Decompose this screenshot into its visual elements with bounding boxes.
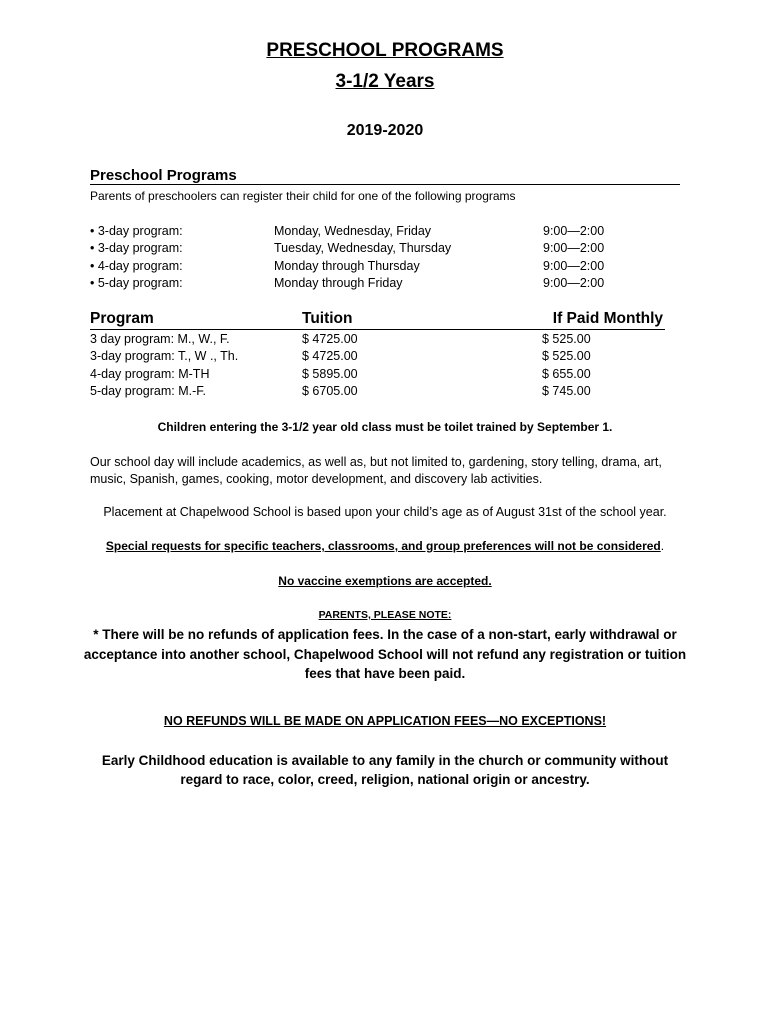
toilet-training-note: Children entering the 3-1/2 year old class must be toilet trained by September 1. bbox=[157, 420, 613, 434]
special-requests-period: . bbox=[660, 539, 665, 553]
fee-program: 4-day program: M-TH bbox=[90, 367, 210, 381]
schedule-row bbox=[90, 259, 690, 276]
fee-monthly: $ 655.00 bbox=[542, 367, 591, 381]
table-row bbox=[90, 384, 690, 401]
vaccine-note bbox=[0, 574, 770, 588]
fee-monthly: $ 745.00 bbox=[542, 384, 591, 398]
special-requests-text: Special requests for specific teachers, classrooms, and group preferences will not be considered bbox=[105, 539, 661, 553]
fee-program: 3 day program: M., W., F. bbox=[90, 332, 230, 346]
schedule-program: • 3-day program: bbox=[90, 241, 183, 255]
vaccine-text: No vaccine exemptions are accepted. bbox=[278, 574, 492, 588]
no-refunds-banner bbox=[0, 714, 770, 728]
fee-program: 5-day program: M.-F. bbox=[90, 384, 207, 398]
school-day-paragraph: Our school day will include academics, as well as, but not limited to, gardening, story telling, drama, art, music, Spanish, games, cooking, motor development, and discovery lab activities. bbox=[90, 455, 662, 486]
table-row bbox=[90, 367, 690, 384]
page-title: PRESCHOOL PROGRAMS bbox=[266, 40, 504, 61]
school-year: 2019-2020 bbox=[346, 122, 424, 139]
fee-program: 3-day program: T., W ., Th. bbox=[90, 349, 239, 363]
schedule-program: • 3-day program: bbox=[90, 224, 183, 238]
section-heading-preschool-programs: Preschool Programs bbox=[90, 167, 680, 185]
fee-tuition: $ 6705.00 bbox=[302, 384, 358, 398]
fee-tuition: $ 4725.00 bbox=[302, 332, 358, 346]
schedule-hours: 9:00—2:00 bbox=[543, 241, 605, 255]
schedule-hours: 9:00—2:00 bbox=[543, 276, 605, 290]
no-refunds-text: NO REFUNDS WILL BE MADE ON APPLICATION FEES—NO EXCEPTIONS! bbox=[163, 714, 607, 728]
parents-note-label bbox=[0, 609, 770, 621]
schedule-program: • 5-day program: bbox=[90, 276, 183, 290]
schedule-hours: 9:00—2:00 bbox=[543, 224, 605, 238]
fee-tuition: $ 5895.00 bbox=[302, 367, 358, 381]
tuition-table-header bbox=[90, 310, 665, 330]
table-row bbox=[90, 349, 690, 366]
schedule-days: Monday through Friday bbox=[274, 276, 403, 290]
column-header-tuition: Tuition bbox=[302, 310, 353, 327]
fee-tuition: $ 4725.00 bbox=[302, 349, 358, 363]
schedule-days: Monday, Wednesday, Friday bbox=[274, 224, 432, 238]
schedule-hours: 9:00—2:00 bbox=[543, 259, 605, 273]
placement-note: Placement at Chapelwood School is based upon your child’s age as of August 31st of the school year. bbox=[103, 505, 667, 519]
schedule-days: Tuesday, Wednesday, Thursday bbox=[274, 241, 452, 255]
fee-monthly: $ 525.00 bbox=[542, 332, 591, 346]
schedule-days: Monday through Thursday bbox=[274, 259, 420, 273]
refund-policy: * There will be no refunds of application fees. In the case of a non-start, early withdrawal or acceptance into another school, Chapelwood School will not refund any registration or tuition fees that have been paid. bbox=[83, 627, 687, 681]
column-header-monthly: If Paid Monthly bbox=[552, 310, 663, 327]
schedule-program: • 4-day program: bbox=[90, 259, 183, 273]
programs-intro: Parents of preschoolers can register their child for one of the following programs bbox=[90, 189, 516, 203]
schedule-row bbox=[90, 224, 690, 241]
fee-monthly: $ 525.00 bbox=[542, 349, 591, 363]
column-header-program: Program bbox=[90, 310, 154, 327]
schedule-row bbox=[90, 241, 690, 258]
special-requests-note bbox=[0, 539, 770, 553]
table-row bbox=[90, 332, 690, 349]
parents-note-label-text: PARENTS, PLEASE NOTE: bbox=[318, 609, 452, 621]
page-subtitle: 3-1/2 Years bbox=[335, 71, 435, 92]
equal-access-statement: Early Childhood education is available to any family in the church or community without regard to race, color, creed, religion, national origin or ancestry. bbox=[101, 753, 669, 787]
schedule-row bbox=[90, 276, 690, 293]
